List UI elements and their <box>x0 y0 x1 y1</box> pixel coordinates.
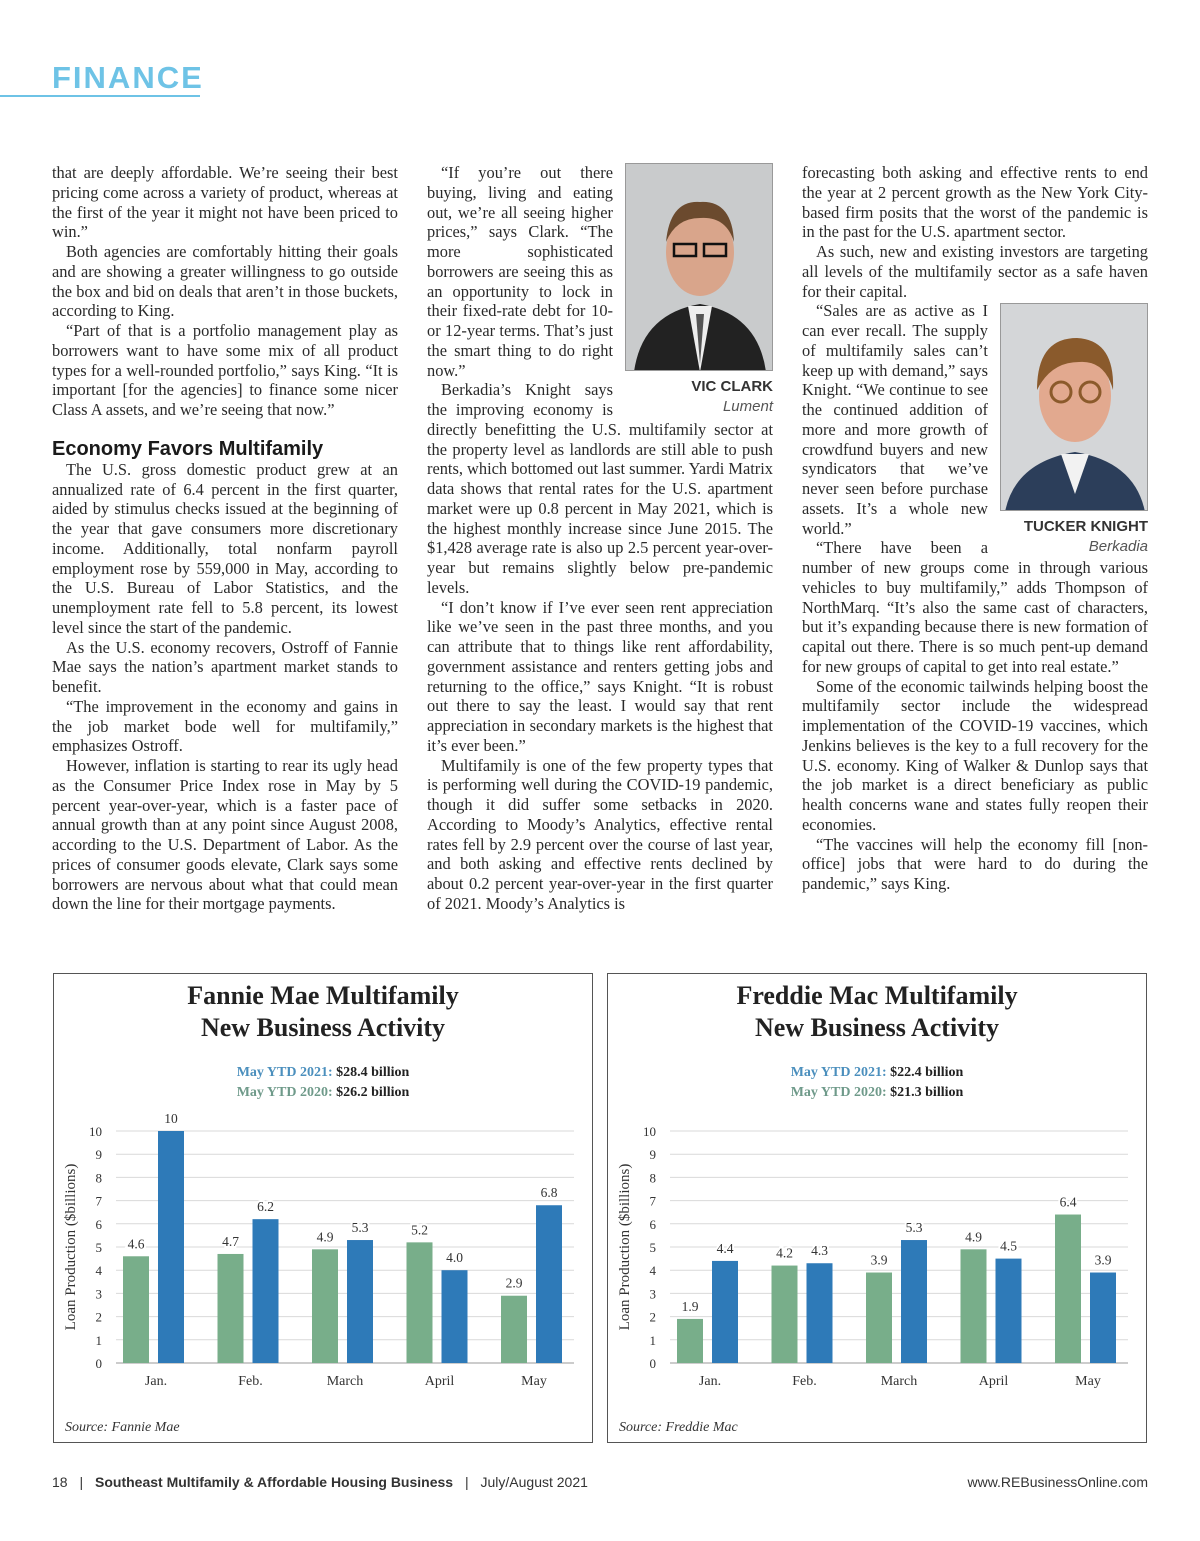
paragraph: “The improvement in the economy and gains in the job market bode well for multifamily,” emphasizes Ostroff. <box>52 696 398 756</box>
footer-separator: | <box>79 1474 84 1490</box>
y-tick-label: 3 <box>95 1286 102 1302</box>
y-tick-label: 10 <box>643 1124 656 1139</box>
x-tick-label: May <box>521 1374 547 1389</box>
legend-2021 <box>608 1065 1146 1081</box>
chart-title <box>54 980 592 1044</box>
data-label: 4.0 <box>446 1250 463 1266</box>
photo-caption-name: TUCKER KNIGHT <box>1023 518 1148 536</box>
footer-url[interactable]: www.REBusinessOnline.com <box>967 1474 1148 1490</box>
paragraph: “There have been a number of new groups come in through various vehicles to buy multifamily,” adds Thompson of NorthMarq. “It’s also the same cast of characters, but it’s expanding because there is new formation of capital out there. There is so much pent-up demand for new groups of capital to get into real estate.” <box>802 538 1148 676</box>
paragraph: that are deeply affordable. We’re seeing their best pricing come across a variety of product, whereas at the first of the year it might not have been priced to win.” <box>52 163 398 242</box>
y-tick-label: 8 <box>95 1170 102 1186</box>
y-tick-label: 6 <box>95 1216 102 1232</box>
data-label: 4.5 <box>1000 1238 1017 1254</box>
bar-2021 <box>253 1219 279 1363</box>
bar-2020 <box>123 1256 149 1363</box>
x-tick-label: March <box>880 1374 918 1389</box>
data-label: 3.9 <box>870 1252 888 1268</box>
bar-2021 <box>996 1259 1022 1363</box>
data-label: 6.4 <box>1059 1194 1077 1210</box>
chart-svg <box>608 974 1148 1444</box>
data-label: 4.9 <box>316 1229 334 1245</box>
photo-caption-company: Berkadia <box>1088 538 1148 556</box>
y-axis-label: Loan Production ($billions) <box>63 1163 79 1331</box>
data-label: 2.9 <box>505 1275 523 1291</box>
x-tick-label: Feb. <box>238 1374 263 1389</box>
chart-source: Source: Fannie Mae <box>65 1420 180 1435</box>
footer-separator: | <box>464 1474 469 1490</box>
data-label: 5.3 <box>351 1220 369 1236</box>
chart-source: Source: Freddie Mac <box>619 1420 738 1435</box>
paragraph: “I don’t know if I’ve ever seen rent appreciation like we’ve seen in the past three months, and you can attribute that to things like rent affordability, government assistance and renters getting jobs and returning to the office,” says Knight. “It is robust out there to say the least. I would say that rent appreciation in secondary markets is the highest that it’s ever been.” <box>427 597 773 755</box>
chart-title-line: New Business Activity <box>200 1013 446 1042</box>
chart-title-line: Fannie Mae Multifamily <box>187 981 459 1010</box>
page-number: 18 <box>52 1474 68 1490</box>
x-tick-label: April <box>978 1374 1009 1389</box>
paragraph: Berkadia’s Knight says the improving economy is directly benefitting the U.S. multifamily sector at the property level as landlords are still able to push rents, which bottomed out last summer. Yardi Matrix data shows that rental rates for the U.S. apartment market were up 0.8 percent in May 2021, which is the highest monthly increase since June 2015. The $1,428 average rate is also up 2.5 percent year-over-year but remains slightly below pre-pandemic levels. <box>427 380 773 597</box>
data-label: 4.6 <box>127 1236 145 1252</box>
footer-left <box>52 1474 588 1490</box>
data-label: 4.4 <box>716 1240 734 1256</box>
bar-2021 <box>807 1263 833 1363</box>
y-tick-label: 9 <box>95 1147 102 1163</box>
paragraph: Both agencies are comfortably hitting their goals and are showing a greater willingness to go outside the box and bid on deals that aren’t in those buckets, according to King. <box>52 242 398 321</box>
chart-title-line: New Business Activity <box>754 1013 1000 1042</box>
legend-label: May YTD 2020: <box>236 1085 333 1100</box>
paragraph: However, inflation is starting to rear its ugly head as the Consumer Price Index rose in May by 5 percent year-over-year, which is a faster pace of annual growth than at any point since August 2008, according to the U.S. Department of Labor. As the prices of consumer goods elevate, Clark says some borrowers are nervous about what that could mean down the line for their mortgage payments. <box>52 756 398 914</box>
article-column-1 <box>52 163 398 914</box>
y-tick-label: 4 <box>649 1263 656 1279</box>
data-label: 5.2 <box>411 1222 428 1238</box>
y-axis-label: Loan Production ($billions) <box>617 1163 633 1331</box>
legend-label: May YTD 2021: <box>790 1065 887 1080</box>
legend-value: $28.4 billion <box>336 1065 410 1080</box>
chart-fannie-mae <box>53 973 593 1443</box>
bar-2021 <box>901 1240 927 1363</box>
data-label: 6.2 <box>257 1199 274 1215</box>
chart-svg <box>54 974 594 1444</box>
paragraph: As the U.S. economy recovers, Ostroff of Fannie Mae says the nation’s apartment market stands to benefit. <box>52 637 398 696</box>
data-label: 4.9 <box>965 1229 982 1245</box>
bar-2020 <box>961 1249 987 1363</box>
paragraph: “Sales are as active as I can ever recall. The supply of multifamily sales can’t keep up with demand,” says Knight. “We continue to see the continued addition of more and more growth of crowdfund buyers and new syndicators that we’ve never seen before purchase assets. It’s a whole new world.” <box>802 301 988 538</box>
subheading: Economy Favors Multifamily <box>52 437 324 460</box>
bar-2021 <box>158 1131 184 1363</box>
legend-2021 <box>54 1065 592 1081</box>
photo-caption-name: VIC CLARK <box>691 378 773 395</box>
paragraph: “If you’re out there buying, living and eating out, we’re all seeing higher prices,” says Clark. “The more sophisticated borrowers are seeing this as an opportunity to lock in their fixed-rate debt for 10- or 12-year terms. That’s just the smart thing to do right now.” <box>427 163 613 380</box>
x-tick-label: Feb. <box>792 1374 817 1389</box>
section-rule <box>0 95 200 97</box>
bar-2020 <box>218 1254 244 1363</box>
y-tick-label: 1 <box>95 1332 102 1348</box>
y-tick-label: 3 <box>649 1286 656 1302</box>
issue-date: July/August 2021 <box>480 1474 588 1490</box>
paragraph: forecasting both asking and effective rents to end the year at 2 percent growth as the New York City-based firm posits that the worst of the pandemic is in the past for the U.S. apartment sector. <box>802 163 1148 242</box>
data-label: 10 <box>164 1111 178 1126</box>
legend-value: $26.2 billion <box>336 1085 410 1100</box>
bar-2020 <box>866 1273 892 1363</box>
legend-2020 <box>608 1085 1146 1101</box>
y-tick-label: 8 <box>649 1170 656 1186</box>
headshot-vic-clark <box>625 163 773 416</box>
headshot-tucker-knight <box>1000 303 1148 556</box>
paragraph: “Part of that is a portfolio management play as borrowers want to have some mix of all product types for a well-rounded portfolio,” says King. “It is important [for the agencies] to finance some nicer Class A assets, and we’re seeing that now.” <box>52 321 398 419</box>
x-tick-label: Jan. <box>144 1374 168 1389</box>
bar-2020 <box>312 1249 338 1363</box>
bar-2020 <box>677 1319 703 1363</box>
data-label: 3.9 <box>1094 1252 1112 1268</box>
data-label: 4.7 <box>222 1233 239 1249</box>
y-tick-label: 7 <box>95 1193 102 1209</box>
y-tick-label: 4 <box>95 1263 102 1279</box>
publication-name: Southeast Multifamily & Affordable Housing Business <box>95 1474 454 1490</box>
x-tick-label: April <box>424 1374 455 1389</box>
legend-label: May YTD 2021: <box>236 1065 333 1080</box>
bar-2021 <box>347 1240 373 1363</box>
y-tick-label: 10 <box>89 1124 102 1139</box>
legend-value: $21.3 billion <box>890 1085 964 1100</box>
y-tick-label: 5 <box>649 1240 656 1255</box>
y-tick-label: 9 <box>649 1147 656 1163</box>
x-tick-label: Jan. <box>698 1374 722 1389</box>
paragraph: As such, new and existing investors are targeting all levels of the multifamily sector as a safe haven for their capital. <box>802 242 1148 301</box>
section-title: FINANCE <box>52 60 204 95</box>
bar-2021 <box>536 1205 562 1363</box>
y-tick-label: 0 <box>649 1356 656 1371</box>
chart-title <box>608 980 1146 1044</box>
legend-value: $22.4 billion <box>890 1065 964 1080</box>
data-label: 1.9 <box>681 1298 699 1314</box>
photo-image <box>1000 303 1148 511</box>
data-label: 4.3 <box>811 1243 828 1259</box>
y-tick-label: 5 <box>95 1240 102 1255</box>
data-label: 5.3 <box>905 1220 923 1236</box>
x-tick-label: May <box>1075 1374 1101 1389</box>
paragraph: Some of the economic tailwinds helping boost the multifamily sector include the widespread implementation of the COVID-19 vaccines, which Jenkins believes is the key to a full recovery for the U.S. economy. King of Walker & Dunlop says that the job market is a direct beneficiary as public health concerns wane and states fully reopen their economies. <box>802 676 1148 834</box>
bar-2020 <box>501 1296 527 1363</box>
bar-2021 <box>1090 1273 1116 1363</box>
bar-2021 <box>712 1261 738 1363</box>
bar-2020 <box>772 1266 798 1363</box>
paragraph: “The vaccines will help the economy fill [non-office] jobs that were hard to do during the pandemic,” says King. <box>802 834 1148 893</box>
legend-label: May YTD 2020: <box>790 1085 887 1100</box>
article-column-3 <box>802 163 1148 894</box>
bar-2020 <box>407 1242 433 1363</box>
y-tick-label: 7 <box>649 1193 656 1209</box>
y-tick-label: 6 <box>649 1216 656 1232</box>
legend-2020 <box>54 1085 592 1101</box>
article-column-2 <box>427 163 773 914</box>
data-label: 6.8 <box>540 1185 558 1201</box>
y-tick-label: 2 <box>649 1309 656 1325</box>
bar-2020 <box>1055 1215 1081 1363</box>
x-tick-label: March <box>326 1374 364 1389</box>
bar-2021 <box>442 1270 468 1363</box>
photo-caption-company: Lument <box>722 398 773 415</box>
chart-title-line: Freddie Mac Multifamily <box>736 981 1018 1010</box>
paragraph: Multifamily is one of the few property types that is performing well during the COVID-19 pandemic, though it did suffer some setbacks in 2020. According to Moody’s Analytics, effective rental rates fell by 2.9 percent over the course of last year, and both asking and effective rents declined by about 0.2 percent year-over-year in the first quarter of 2021. Moody’s Analytics is <box>427 755 773 913</box>
y-tick-label: 1 <box>649 1332 656 1348</box>
chart-freddie-mac <box>607 973 1147 1443</box>
data-label: 4.2 <box>776 1245 793 1261</box>
y-tick-label: 2 <box>95 1309 102 1325</box>
y-tick-label: 0 <box>95 1356 102 1371</box>
paragraph: The U.S. gross domestic product grew at an annualized rate of 6.4 percent in the first quarter, aided by stimulus checks issued at the beginning of the year that gave consumers more discretionary income. Additionally, total nonfarm payroll employment rose by 559,000 in May, according to the U.S. Bureau of Labor Statistics, and the unemployment rate fell to 5.8 percent, its lowest level since the start of the pandemic. <box>52 459 398 637</box>
photo-image <box>625 163 773 371</box>
